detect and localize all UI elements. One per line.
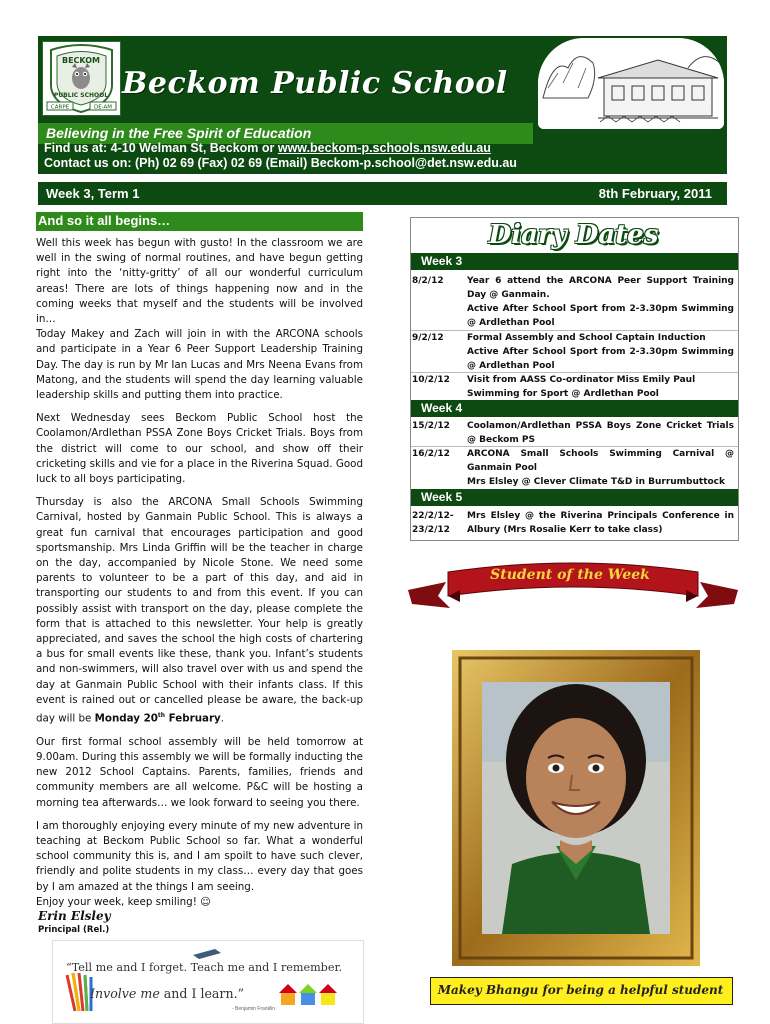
week-term: Week 3, Term 1 xyxy=(46,186,140,201)
address-text: Find us at: 4-10 Welman St, Beckom or xyxy=(44,141,278,155)
article-paragraph: Well this week has begun with gusto! In the classroom we are well in the swing of normal routines, and have begun getting right into the ‘nitty-gritty’ of all our wonderful curriculum areas! There are lots of things happening now and in the coming weeks that myself and the students will be involved in… xyxy=(36,237,363,326)
crest-middle-text: PUBLIC SCHOOL xyxy=(53,92,109,99)
diary-entry-line: Active After School Sport from 2-3.30pm Swimming @ Ardlethan Pool xyxy=(467,304,734,328)
contact-line: Contact us on: (Ph) 02 69 (Fax) 02 69 (Email) Beckom-p.school@det.nsw.edu.au xyxy=(44,156,517,170)
diary-date: 16/2/12 xyxy=(412,449,450,459)
week-label: Week 5 xyxy=(421,490,463,504)
backup-month: February xyxy=(165,712,221,725)
diary-entry xyxy=(467,419,734,447)
school-building-sketch xyxy=(538,38,724,129)
diary-week-header xyxy=(411,400,738,417)
diary-entry xyxy=(467,447,734,489)
article-text: I am thoroughly enjoying every minute of my new adventure in teaching at Beckom Public School so far. What a wonderful school community this is, and I am spoilt to have such clever, friendly and polite students in my class… every day that goes by I am amazed at the things I am seeing. xyxy=(36,819,363,893)
quote-line-2 xyxy=(90,986,244,1001)
article-paragraph: Thursday is also the ARCONA Small Schools Swimming Carnival, hosted by Ganmain Public School. This is always a great fun carnival that encourages participation and good sportsmanship. Mrs Linda Griffin will be the teacher in charge on the day, accompanied by Nicole Stone. We need some parents to volunteer to be a part of this day, and aid in transporting our students to and from this event. If you can possibly assist with transport on the day, please complete the form that is attached to this newsletter. Your help is greatly appreciated, and saves the school the high costs of chartering a bus for small events like these, thank you. Infant’s students and non-swimmers, will also travel over with us and spend the day at Ganmain Public School with their infants class. If this event is rained out or cancelled please be aware, the back-up day will be Monday 20th February. xyxy=(36,496,363,725)
article-paragraph xyxy=(36,819,363,895)
article-paragraph: Today Makey and Zach will join in with the ARCONA schools and participate in a Year 6 Peer Support Leadership Training Day. The day is run by Mr Ian Lucas and Mrs Neena Evans from Matong, and the students will spend the day learning valuable leadership skills and putting them into practice. xyxy=(36,328,363,402)
diary-date: 15/2/12 xyxy=(412,421,450,431)
article-paragraph: Next Wednesday sees Beckom Public School host the Coolamon/Ardlethan PSSA Zone Boys Cricket Trials. Boys from the district will come to our school, and show off their cricketing skills and vie for a place in the Riverina Squad. Good luck to all boys participating. xyxy=(36,412,363,486)
student-photo-frame xyxy=(452,650,700,966)
date-suffix: th xyxy=(157,712,166,720)
week-label: Week 3 xyxy=(421,254,463,268)
diary-week-header xyxy=(411,489,738,506)
quote-line-1: “Tell me and I forget. Teach me and I remember. xyxy=(66,961,343,974)
diary-date: 9/2/12 xyxy=(412,333,444,343)
article-text: Thursday is also the ARCONA Small Schools Swimming Carnival, hosted by Ganmain Public School. This is always a great fun carnival that encourages participation and good sportsmanship. Mrs Linda Griffin will be the teacher in charge on the day, accompanied by Nicole Stone. We need some parents to volunteer to be a part of this day, and aid in transporting our students to and from this event. If you can possibly assist with transport on the day, please complete the form that is attached to this newsletter. Your help is greatly appreciated, and saves the school the high costs of chartering a bus for small events like these, thank you. Infant’s students and non-swimmers, will also travel over with us and spend the day at Ganmain Public School with their infants class. If this event is rained out or cancelled please be aware, the back-up day will be xyxy=(36,496,363,725)
school-name: Beckom Public School xyxy=(122,66,508,101)
signature: Erin Elsley xyxy=(38,909,111,923)
diary-entry-line: Formal Assembly and School Captain Induction xyxy=(467,333,706,343)
diary-week-header xyxy=(411,253,738,270)
crest-left-text: CARPE xyxy=(50,104,70,111)
diary-date: 23/2/12 xyxy=(412,525,450,535)
student-caption: Makey Bhangu for being a helpful student xyxy=(437,983,724,997)
diary-entry xyxy=(467,373,734,401)
school-motto: Believing in the Free Spirit of Education xyxy=(46,125,312,141)
diary-entry-line: Mrs Elsley @ the Riverina Principals Conference in Albury (Mrs Rosalie Kerr to take class) xyxy=(467,511,734,535)
diary-entry-line: Swimming for Sport @ Ardlethan Pool xyxy=(467,389,659,399)
school-crest xyxy=(42,41,121,116)
crest-top-text: BECKOM xyxy=(61,56,101,65)
closing-line: Enjoy your week, keep smiling! ☺ xyxy=(36,895,211,908)
website-link[interactable]: www.beckom-p.schools.nsw.edu.au xyxy=(277,141,491,155)
article-heading: And so it all begins… xyxy=(38,213,171,228)
diary-entry-line: Visit from AASS Co-ordinator Miss Emily Paul xyxy=(467,375,696,385)
student-of-week-banner: Student of the Week xyxy=(490,567,650,583)
address-line xyxy=(44,141,491,155)
quote-attribution: - Benjamin Franklin xyxy=(232,1006,276,1012)
diary-entry xyxy=(467,274,734,330)
diary-date: 22/2/12- xyxy=(412,511,454,521)
diary-entry-line: Year 6 attend the ARCONA Peer Support Training Day @ Ganmain. xyxy=(467,276,734,300)
diary-entry-line: Coolamon/Ardlethan PSSA Boys Zone Cricket Trials @ Beckom PS xyxy=(467,421,734,445)
week-label: Week 4 xyxy=(421,401,463,415)
diary-date: 10/2/12 xyxy=(412,375,450,385)
backup-date: Monday 20 xyxy=(94,712,158,725)
quote-image xyxy=(52,940,364,1024)
diary-title: Diary Dates xyxy=(488,220,659,250)
quote-emphasis: Involve me xyxy=(90,986,160,1001)
article-paragraph: Our first formal school assembly will be held tomorrow at 9.00am. During this assembly we will be formally inducting the new 2012 School Captains. Parents, families, friends and community members are all welcome. P&C will be hosting a morning tea afterwards… we look forward to seeing you there. xyxy=(36,735,363,809)
issue-date: 8th February, 2011 xyxy=(598,186,712,201)
quote-line-end: and I learn.” xyxy=(159,986,245,1001)
diary-date: 8/2/12 xyxy=(412,276,444,286)
diary-entry-line: Mrs Elsley @ Clever Climate T&D in Burrumbuttock xyxy=(467,477,726,487)
diary-entry xyxy=(467,331,734,373)
diary-entry xyxy=(467,509,734,537)
signer-title: Principal (Rel.) xyxy=(38,925,110,935)
crest-right-text: DE-AM xyxy=(93,104,113,111)
diary-entry-line: ARCONA Small Schools Swimming Carnival @ Ganmain Pool xyxy=(467,449,734,473)
principal-letter xyxy=(36,236,363,910)
diary-entry-line: Active After School Sport from 2-3.30pm Swimming @ Ardlethan Pool xyxy=(467,347,734,371)
